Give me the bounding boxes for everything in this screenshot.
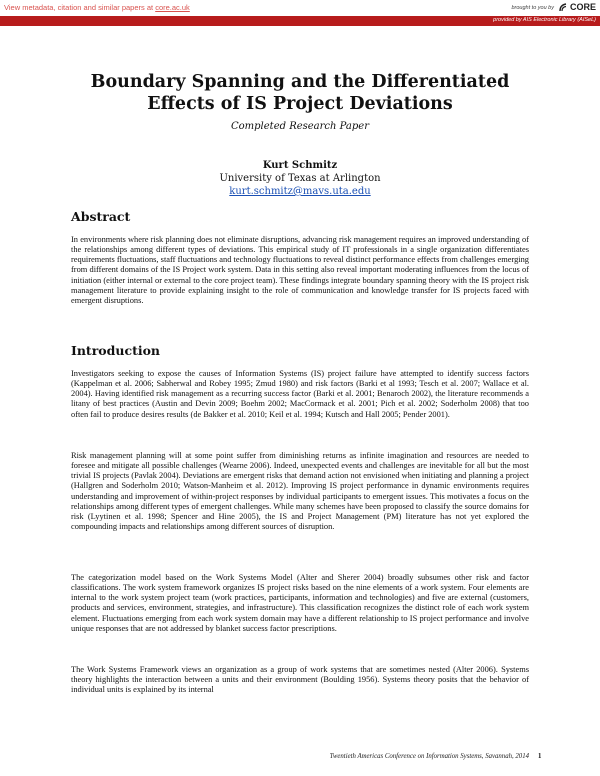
core-logo-icon [558, 2, 568, 12]
abstract-heading: Abstract [71, 209, 131, 224]
core-brand-label: CORE [569, 2, 596, 12]
author-name: Kurt Schmitz [262, 160, 338, 171]
core-metadata-link[interactable] [4, 3, 190, 12]
core-link-prefix: View metadata, citation and similar papers at [4, 3, 156, 12]
provided-by-text[interactable]: provided by AIS Electronic Library (AISeL) [493, 17, 596, 23]
author-email-link[interactable]: kurt.schmitz@mavs.uta.edu [229, 186, 371, 197]
core-banner [0, 0, 600, 28]
page-number: 1 [538, 753, 542, 760]
paper-title-line-2: Effects of IS Project Deviations [147, 94, 453, 114]
brought-to-you-text: brought to you by [511, 5, 554, 11]
author-affiliation: University of Texas at Arlington [219, 173, 381, 184]
core-provider-strip [0, 16, 600, 26]
abstract-paragraph: In environments where risk planning does not eliminate disruptions, advancing risk management requires an improved understanding of the relationships among different types of deviations. This empirical study of IT professionals in a single organization differentiates requirements fluctuations, staff fluctuations and technology fluctuations to reveal distinct performance effects from challenges emerging from different domains of the IS Project work system. Data in this setting also reveal important moderating influences from the locus of initiation (either internal or external to the core project team). These findings integrate boundary spanning theory with the IS project risk management literature to provide explaining insight to the role of communication and knowledge transfer for IS projects faced with emergent disruptions. [71, 235, 529, 305]
paper-title-line-1: Boundary Spanning and the Differentiated [90, 72, 510, 92]
intro-paragraph-2: Risk management planning will at some point suffer from diminishing returns as infinite imagination and resources are needed to foresee and mitigate all possible challenges (Wearne 2006). Indeed, unexpected events and challenges are inevitable for all but the most trivial IS projects (Pavlak 2004). Deviations are emergent risks that demand action not envisioned when initiating and planning a project (Hallgren and Soderholm 2010; Watson-Manheim et al. 2012). Improving IS project performance in dynamic environments requires understanding and improvement of within-project responses by individual participants to emergent issues. This motivates a focus on the relationships among different types of emergent challenges. While many schemes have been proposed to classify the source domains for risk (Lyytinen et al. 1998; Spencer and Hine 2005), the IS and Project Management (PM) literature has not yet explored the compounding impacts and relationships among different sources of disruption. [71, 451, 529, 532]
intro-paragraph-3: The categorization model based on the Work Systems Model (Alter and Sherer 2004) broadly subsumes other risk and factor classifications. The work system framework organizes IS project risks based on the nine elements of a work system. Four elements are internal to the work system project team (work practices, participants, information and technologies) and five are external (customers, products and services, environment, strategies, and infrastructure). This classification recognizes the distinct role of each work system element. Fluctuations emerging from each work system domain may have a different relationship to IS project performance and involve unique responses that are not addressed by blanket success factor prescriptions. [71, 573, 529, 633]
conference-footer: Twentieth Americas Conference on Information Systems, Savannah, 2014 [329, 753, 529, 760]
core-logo[interactable] [558, 2, 596, 12]
core-link-domain[interactable]: core.ac.uk [155, 3, 190, 12]
paper-subtitle: Completed Research Paper [231, 121, 369, 132]
intro-paragraph-4: The Work Systems Framework views an organization as a group of work systems that are sometimes nested (Alter 2006). Systems theory highlights the interaction between a units and their environment (Boulding 1956). Systems theory posits that the behavior of individual units is explained by its internal [71, 665, 529, 695]
introduction-heading: Introduction [71, 343, 161, 358]
intro-paragraph-1: Investigators seeking to expose the causes of Information Systems (IS) project failure have attempted to identify success factors (Kappelman et al. 2006; Sabherwal and Robey 1995; Zmud 1980) and risk factors (Barki et al 1993; Tesch et al. 2007; Wallace et al. 2004). Having identified risk management as a recurring success factor (Barki et al. 2001; Benaroch 2002), the literature recommends a litany of best practices (Austin and Devin 2009; Boehm 2002; MacCormack et al. 2001; Pich et al. 2002; Soderholm 2008) that too often fail to produce desires results (de Bakker et al. 2010; Keil et al. 1994; Kutsch and Hall 2005; Pender 2001). [71, 369, 529, 419]
core-top-row [0, 0, 600, 16]
